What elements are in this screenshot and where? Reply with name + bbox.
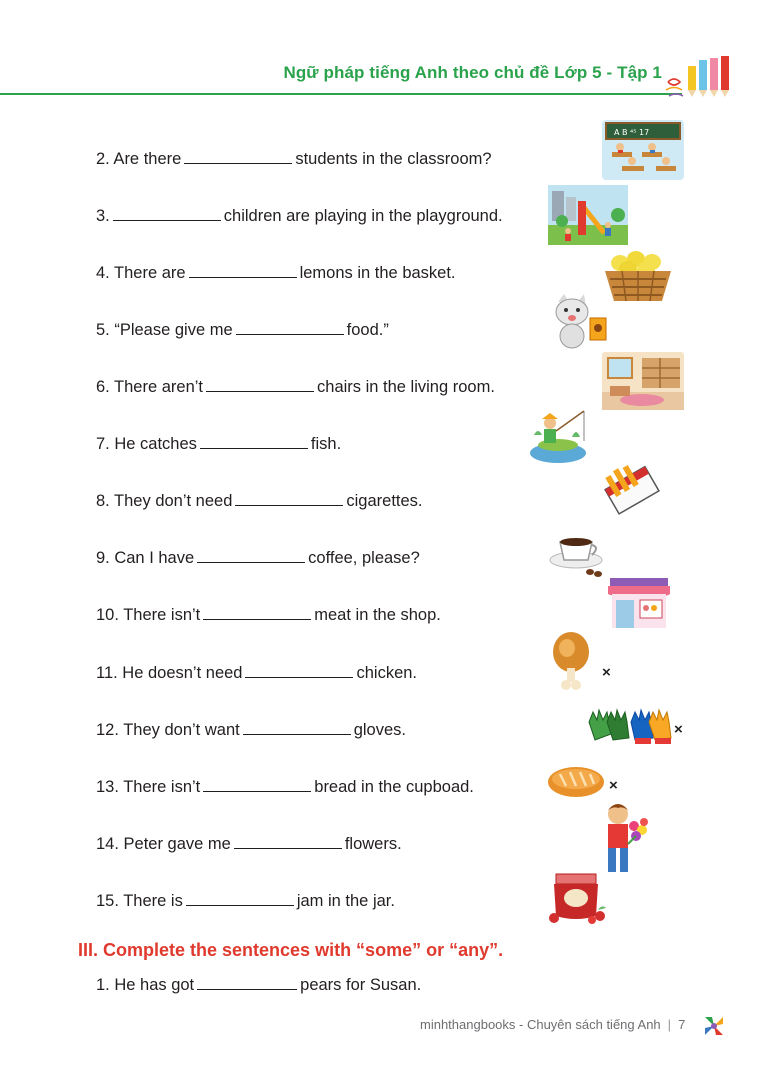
answer-blank[interactable]	[184, 162, 292, 164]
answer-blank[interactable]	[203, 618, 311, 620]
cross-mark-icon: ×	[674, 721, 683, 738]
exercise-item-4: 4. There are lemons in the basket.	[96, 264, 456, 282]
gloves-picture	[585, 708, 673, 748]
svg-text:A B ⁴⁵ 17: A B ⁴⁵ 17	[614, 128, 650, 137]
header-rule	[0, 93, 682, 95]
answer-blank[interactable]	[197, 561, 305, 563]
answer-blank[interactable]	[200, 447, 308, 449]
cross-mark-icon: ×	[609, 777, 618, 794]
jam-jar-picture	[546, 868, 610, 924]
footer-separator: |	[667, 1017, 672, 1032]
cross-mark-icon: ×	[602, 664, 611, 681]
exercise-item-6: 6. There aren’t chairs in the living room.	[96, 378, 495, 396]
publisher-logo-icon	[703, 1015, 725, 1037]
pencils-decoration-icon	[664, 52, 734, 100]
answer-blank[interactable]	[234, 847, 342, 849]
cat-food-picture	[550, 292, 610, 350]
exercise-item-14: 14. Peter gave me flowers.	[96, 835, 402, 853]
exercise-item-9: 9. Can I have coffee, please?	[96, 549, 420, 567]
bread-picture	[546, 762, 606, 800]
chicken-leg-picture	[545, 630, 599, 694]
exercise-item-10: 10. There isn’t meat in the shop.	[96, 606, 441, 624]
footer-text: minhthangbooks - Chuyên sách tiếng Anh	[420, 1017, 661, 1032]
exercise-item-13: 13. There isn’t bread in the cupboad.	[96, 778, 474, 796]
boy-fishing-picture	[528, 405, 590, 465]
playground-picture	[548, 185, 628, 245]
exercise-item-15: 15. There is jam in the jar.	[96, 892, 395, 910]
shop-picture	[606, 572, 672, 630]
boy-flowers-picture	[596, 800, 650, 878]
page-number: 7	[678, 1017, 686, 1032]
living-room-picture	[602, 352, 684, 410]
header-title: Ngữ pháp tiếng Anh theo chủ đề Lớp 5 - Tập 1	[283, 63, 662, 82]
exercise-item-2: 2. Are there students in the classroom?	[96, 150, 492, 168]
classroom-picture	[602, 120, 684, 180]
footer	[420, 1017, 685, 1032]
answer-blank[interactable]	[113, 219, 221, 221]
section-iii-item-1: 1. He has got pears for Susan.	[96, 976, 422, 994]
exercise-item-8: 8. They don’t need cigarettes.	[96, 492, 423, 510]
answer-blank[interactable]	[235, 504, 343, 506]
coffee-cup-picture	[548, 530, 604, 580]
answer-blank[interactable]	[236, 333, 344, 335]
answer-blank[interactable]	[203, 790, 311, 792]
exercise-item-11: 11. He doesn’t need chicken.	[96, 664, 418, 682]
exercise-item-5: 5. “Please give me food.”	[96, 321, 389, 339]
exercise-item-3: 3. children are playing in the playground.	[96, 207, 503, 225]
section-iii-title: III. Complete the sentences with “some” or “any”.	[78, 940, 504, 960]
exercise-item-12: 12. They don’t want gloves.	[96, 721, 406, 739]
exercise-item-7: 7. He catches fish.	[96, 435, 342, 453]
lemon-basket-picture	[602, 245, 674, 305]
answer-blank[interactable]	[245, 676, 353, 678]
answer-blank[interactable]	[186, 904, 294, 906]
cigarettes-picture	[600, 462, 666, 518]
answer-blank[interactable]	[189, 276, 297, 278]
answer-blank[interactable]	[197, 988, 297, 990]
answer-blank[interactable]	[243, 733, 351, 735]
answer-blank[interactable]	[206, 390, 314, 392]
